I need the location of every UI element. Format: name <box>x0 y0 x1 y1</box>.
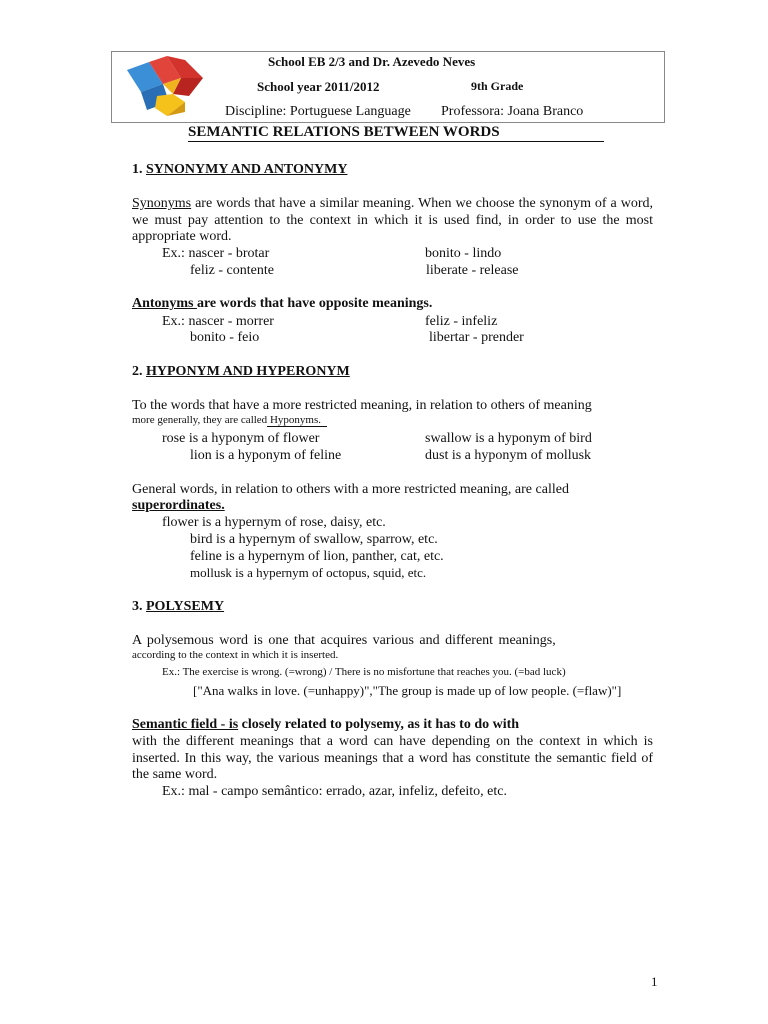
semantic-field-example: Ex.: mal - campo semântico: errado, azar, infeliz, defeito, etc. <box>162 784 508 799</box>
page-title: SEMANTIC RELATIONS BETWEEN WORDS <box>188 124 604 142</box>
ant-example-1b: feliz - infeliz <box>425 314 498 329</box>
syn-example-1a: Ex.: nascer - brotar <box>162 246 270 261</box>
section-3-heading: 3. POLYSEMY <box>132 599 225 614</box>
syn-example-2a: feliz - contente <box>190 263 274 278</box>
hyponym-intro-line-1: To the words that have a more restricted meaning, in relation to others of meaning <box>132 398 592 413</box>
school-logo <box>127 56 207 118</box>
synonyms-paragraph: Synonyms are words that have a similar meaning. When we choose the synonym of a word, we must pay attention to the context in which it is used find, in order to use the most appropriate word. <box>132 196 653 244</box>
hyper-example-3: feline is a hypernym of lion, panther, cat, etc. <box>190 549 444 564</box>
polysemy-line-2: according to the context in which it is inserted. <box>132 649 339 661</box>
hypo-example-2b: dust is a hyponym of mollusk <box>425 448 592 463</box>
school-year: School year 2011/2012 <box>257 79 380 94</box>
hyper-example-4: mollusk is a hypernym of octopus, squid, etc. <box>190 565 427 580</box>
hypo-example-1a: rose is a hyponym of flower <box>162 431 320 446</box>
page-number: 1 <box>651 974 658 989</box>
hypo-example-2a: lion is a hyponym of feline <box>190 448 342 463</box>
grade: 9th Grade <box>471 79 524 93</box>
ant-example-2a: bonito - feio <box>190 330 260 345</box>
school-name: School EB 2/3 and Dr. Azevedo Neves <box>268 54 476 69</box>
semantic-field-definition: Semantic field - is closely related to polysemy, as it has to do with <box>132 717 520 732</box>
hyponym-intro-line-2: more generally, they are called Hyponyms. <box>132 414 327 427</box>
syn-example-2b: liberate - release <box>426 263 519 278</box>
superordinates-term: superordinates. <box>132 498 225 513</box>
section-1-heading: 1. SYNONYMY AND ANTONYMY <box>132 162 348 177</box>
antonyms-definition: Antonyms are words that have opposite meanings. <box>132 296 433 311</box>
syn-example-1b: bonito - lindo <box>425 246 502 261</box>
hypo-example-1b: swallow is a hyponym of bird <box>425 431 592 446</box>
superordinates-line-1: General words, in relation to others with a more restricted meaning, are called <box>132 482 569 497</box>
discipline: Discipline: Portuguese Language <box>225 104 411 119</box>
ant-example-1a: Ex.: nascer - morrer <box>162 314 274 329</box>
polysemy-example-2: ["Ana walks in love. (=unhappy)","The group is made up of low people. (=flaw)"] <box>193 683 622 698</box>
hyper-example-1: flower is a hypernym of rose, daisy, etc. <box>162 515 386 530</box>
semantic-field-paragraph: with the different meanings that a word can have depending on the context in which is inserted. In this way, the various meanings that a word has constitute the semantic field of the same word. <box>132 734 653 782</box>
teacher: Professora: Joana Branco <box>441 104 584 119</box>
polysemy-example-1: Ex.: The exercise is wrong. (=wrong) / There is no misfortune that reaches you. (=bad luck) <box>162 666 566 678</box>
ant-example-2b: libertar - prender <box>429 330 524 345</box>
polysemy-line-1: A polysemous word is one that acquires various and different meanings, <box>132 633 556 648</box>
section-2-heading: 2. HYPONYM AND HYPERONYM <box>132 364 350 379</box>
hyper-example-2: bird is a hypernym of swallow, sparrow, etc. <box>190 532 438 547</box>
